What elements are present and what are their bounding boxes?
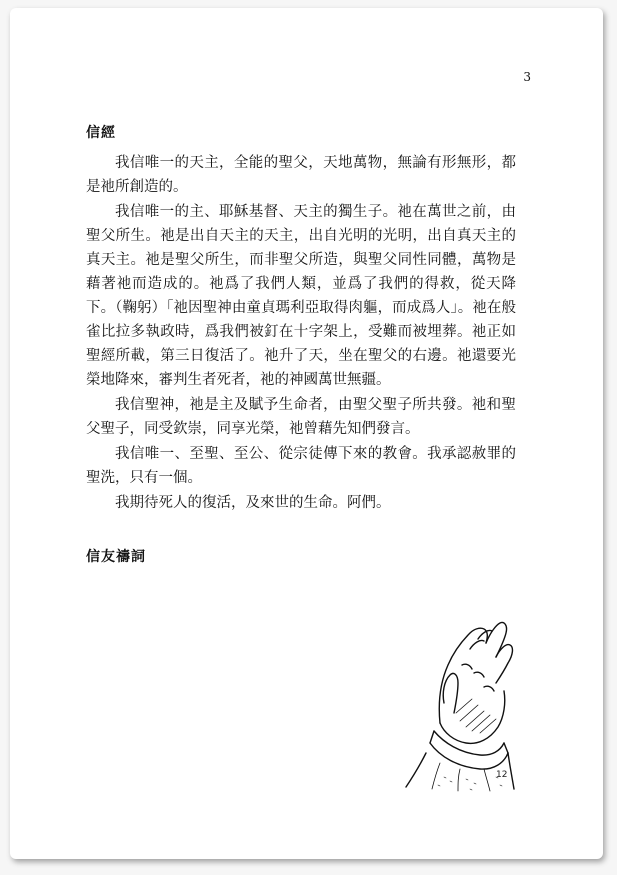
document-page [10,8,603,859]
prayer-heading: 信友禱詞 [86,549,146,565]
creed-heading: 信經 [86,125,116,141]
creed-paragraph: 我期待死人的復活，及來世的生命。阿們。 [115,495,391,511]
creed-paragraph: 我信聖神，祂是主及賦予生命者，由聖父聖子所共發。祂和聖父聖子，同受欽崇，同享光榮，祂曾藉先知們發言。 [86,397,516,437]
page-number: 3 [523,70,531,84]
creed-text [86,151,516,516]
creed-paragraph: 我信唯一、至聖、至公、從宗徒傳下來的教會。我承認赦罪的聖洗，只有一個。 [86,446,516,486]
praying-hands-icon [400,603,520,793]
creed-paragraph: 我信唯一的主、耶穌基督、天主的獨生子。祂在萬世之前，由聖父所生。祂是出自天主的天主，出自光明的光明，出自真天主的真天主。祂是聖父所生，而非聖父所造，與聖父同性同體，萬物是藉著祂而造成的。祂爲了我們人類，並爲了我們的得救，從天降下。（鞠躬）「祂因聖神由童貞瑪利亞取得肉軀，而成爲人」。祂在般雀比拉多執政時，爲我們被釘在十字架上，受難而被埋葬。祂正如聖經所載，第三日復活了。祂升了天，坐在聖父的右邊。祂還要光榮地降來，審判生者死者，祂的神國萬世無疆。 [86,204,516,388]
creed-paragraph: 我信唯一的天主，全能的聖父，天地萬物，無論有形無形，都是祂所創造的。 [86,155,516,195]
artist-mark: 12 [496,770,508,780]
